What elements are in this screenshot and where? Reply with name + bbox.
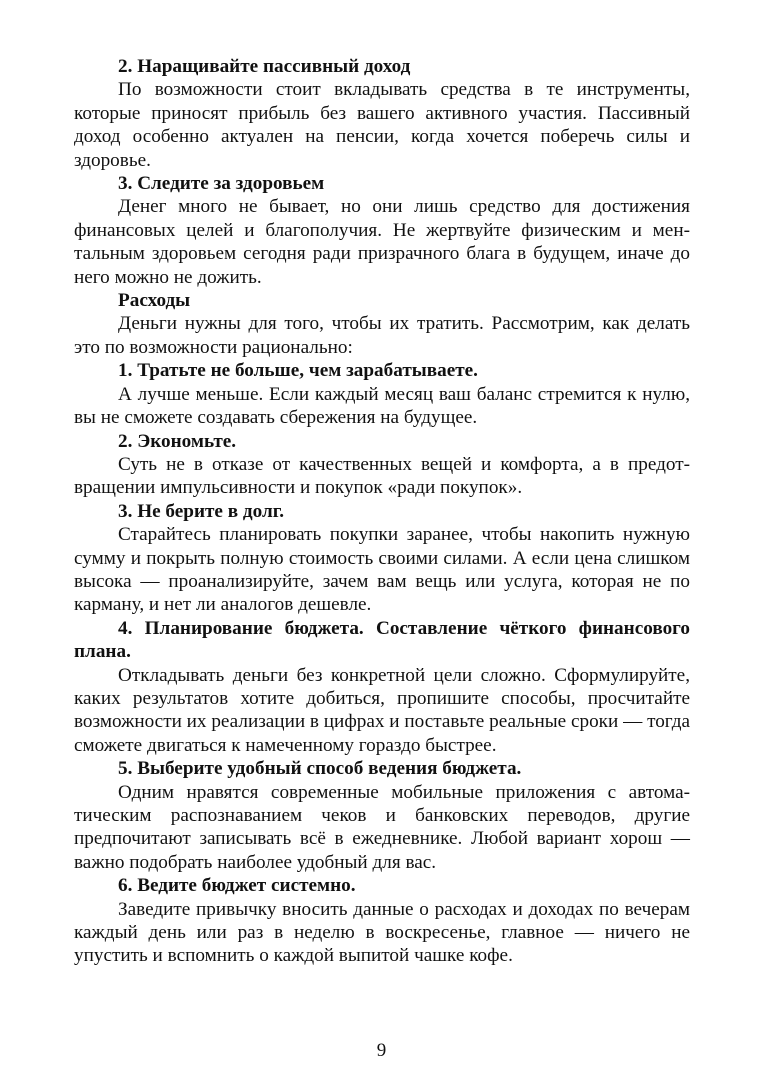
- paragraph-budget-planning: Откладывать деньги без конкретной цели сложно. Сформулируйте, каких результатов хотите добиться, пропишите способы, просчитайте возможности их реализации в цифрах и поставьте реальные сроки — тогда сможете двигаться к намеченному гораздо быстрее.: [74, 664, 690, 756]
- paragraph-budget-method: Одним нравятся современные мобильные приложения с автоматическим распознаванием чеков и банковских переводов, другие предпочитают записывать всё в ежедневнике. Любой вариант хорош — важно подобрать наиболее удобный для вас.: [74, 781, 690, 873]
- page-number: 9: [376, 1040, 387, 1061]
- heading-health: 3. Следите за здоровьем: [118, 173, 325, 195]
- heading-no-debt: 3. Не берите в долг.: [118, 500, 285, 522]
- heading-economize: 2. Экономьте.: [118, 430, 237, 452]
- heading-spend-less: 1. Тратьте не больше, чем зарабатываете.: [118, 360, 478, 382]
- heading-budget-planning: 4. Планирование бюджета. Составление чёткого финансового плана.: [74, 617, 690, 663]
- paragraph-spend-less: А лучше меньше. Если каждый месяц ваш баланс стремится к нулю, вы не сможете создавать сбережения на будущее.: [74, 383, 690, 429]
- paragraph-expenses-intro: Деньги нужны для того, чтобы их тратить. Рассмотрим, как делать это по возможности рационально:: [74, 313, 690, 358]
- page-body: [74, 55, 690, 968]
- heading-passive-income: 2. Наращивайте пассивный доход: [118, 56, 411, 77]
- paragraph-systematic-budget: Заведите привычку вносить данные о расходах и доходах по вечерам каждый день или раз в неделю в воскресенье, главное — ничего не упустить и вспомнить о каждой выпитой чашке кофе.: [74, 898, 690, 967]
- paragraph-health: Денег много не бывает, но они лишь средство для достижения финансовых целей и благополучия. Не жертвуйте физическим и ментальным здоровьем сегодня ради призрачного блага в будущем, иначе до него можно не дожить.: [74, 196, 690, 288]
- heading-systematic-budget: 6. Ведите бюджет системно.: [118, 875, 356, 897]
- paragraph-no-debt: Старайтесь планировать покупки заранее, чтобы накопить нужную сумму и покрыть полную стоимость своими силами. А если цена слишком высока — проанализируйте, зачем вам вещь или услуга, которая не по карману, и нет ли аналогов дешевле.: [74, 524, 690, 616]
- paragraph-passive-income: По возможности стоит вкладывать средства в те инструменты, которые приносят прибыль без вашего активного участия. Пассивный доход особенно актуален на пенсии, когда хочется поберечь силы и здоровье.: [74, 79, 690, 171]
- heading-budget-method: 5. Выберите удобный способ ведения бюджета.: [118, 758, 522, 780]
- paragraph-economize: Суть не в отказе от качественных вещей и комфорта, а в предотвращении импульсивности и покупок «ради покупок».: [74, 453, 690, 499]
- heading-expenses: Расходы: [118, 290, 191, 312]
